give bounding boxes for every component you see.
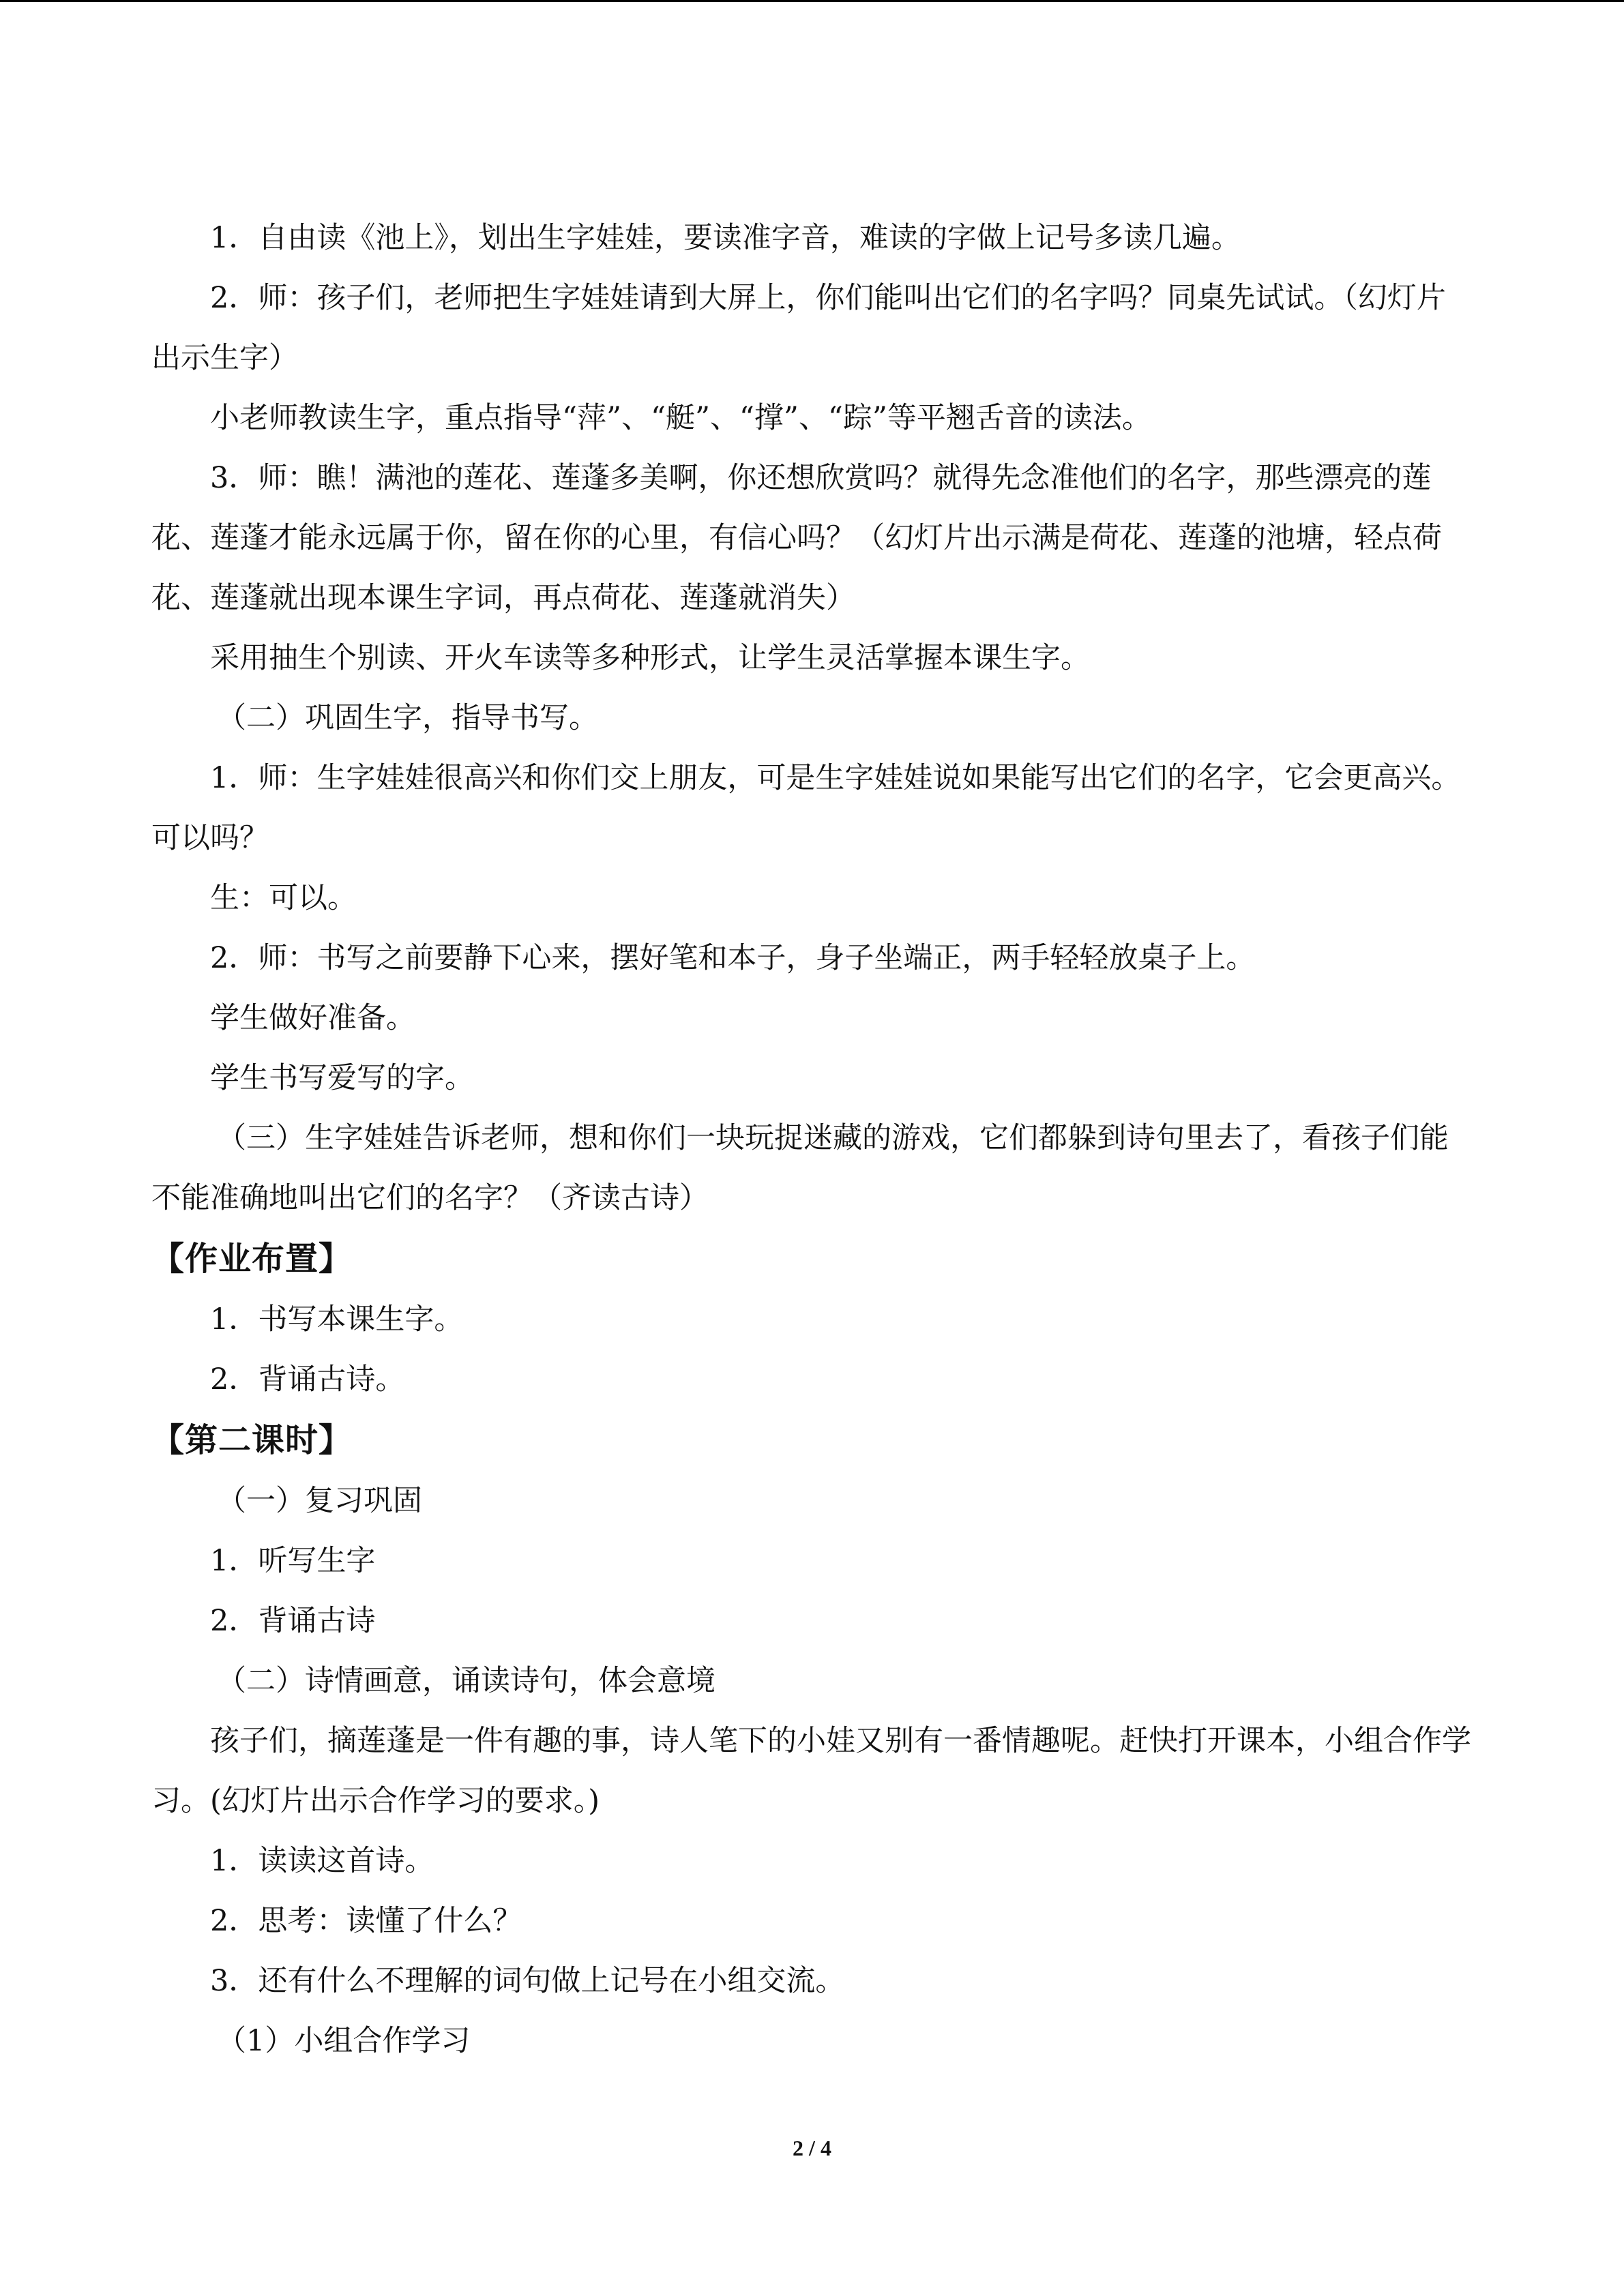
- document-body: [151, 208, 1475, 2071]
- paragraph: 3．还有什么不理解的词句做上记号在小组交流。: [210, 1964, 845, 1998]
- section-heading-second-lesson: 【第二课时】: [151, 1421, 353, 1459]
- paragraph: 孩子们，摘莲蓬是一件有趣的事，诗人笔下的小娃又别有一番情趣呢。赶快打开课本，小组合作学习。(幻灯片出示合作学习的要求。): [151, 1724, 1471, 1818]
- paragraph: 2．师：孩子们，老师把生字娃娃请到大屏上，你们能叫出它们的名字吗？同桌先试试。（幻灯片出示生字）: [151, 281, 1446, 375]
- homework-item: 1．书写本课生字。: [210, 1302, 464, 1337]
- paragraph: 2．师：书写之前要静下心来，摆好笔和本子，身子坐端正，两手轻轻放桌子上。: [210, 941, 1256, 975]
- subsection-heading: （一）复习巩固: [217, 1484, 422, 1518]
- paragraph: （1）小组合作学习: [217, 2024, 471, 2058]
- paragraph: 1．师：生字娃娃很高兴和你们交上朋友，可是生字娃娃说如果能写出它们的名字，它会更高兴。可以吗？: [151, 761, 1461, 855]
- page-number: 2 / 4: [793, 2136, 831, 2160]
- paragraph: 1．读读这首诗。: [210, 1844, 434, 1878]
- paragraph: 2．思考：读懂了什么？: [210, 1904, 522, 1938]
- homework-item: 2．背诵古诗。: [210, 1362, 405, 1397]
- paragraph: 采用抽生个别读、开火车读等多种形式，让学生灵活掌握本课生字。: [210, 641, 1090, 675]
- subsection-heading: （二）巩固生字，指导书写。: [217, 701, 598, 735]
- paragraph: 生：可以。: [210, 881, 357, 915]
- page-top-border: [0, 0, 1624, 2]
- paragraph: 学生书写爱写的字。: [210, 1061, 474, 1095]
- section-heading-homework: 【作业布置】: [151, 1240, 353, 1278]
- paragraph: 2．背诵古诗: [210, 1604, 376, 1638]
- paragraph: 1．听写生字: [210, 1544, 376, 1578]
- subsection-heading: （二）诗情画意，诵读诗句，体会意境: [217, 1664, 715, 1698]
- paragraph: （三）生字娃娃告诉老师，想和你们一块玩捉迷藏的游戏，它们都躲到诗句里去了，看孩子们能不能准确地叫出它们的名字？（齐读古诗）: [151, 1121, 1449, 1215]
- paragraph: 小老师教读生字，重点指导“萍”、“艇”、“撑”、“踪”等平翘舌音的读法。: [210, 401, 1151, 435]
- paragraph: 1．自由读《池上》，划出生字娃娃，要读准字音，难读的字做上记号多读几遍。: [210, 221, 1241, 255]
- paragraph: 3．师：瞧！满池的莲花、莲蓬多美啊，你还想欣赏吗？就得先念准他们的名字，那些漂亮的莲花、莲蓬才能永远属于你，留在你的心里，有信心吗？（幻灯片出示满是荷花、莲蓬的池塘，轻点荷花、莲蓬就出现本课生字词，再点荷花、莲蓬就消失）: [151, 461, 1442, 615]
- paragraph: 学生做好准备。: [210, 1001, 415, 1035]
